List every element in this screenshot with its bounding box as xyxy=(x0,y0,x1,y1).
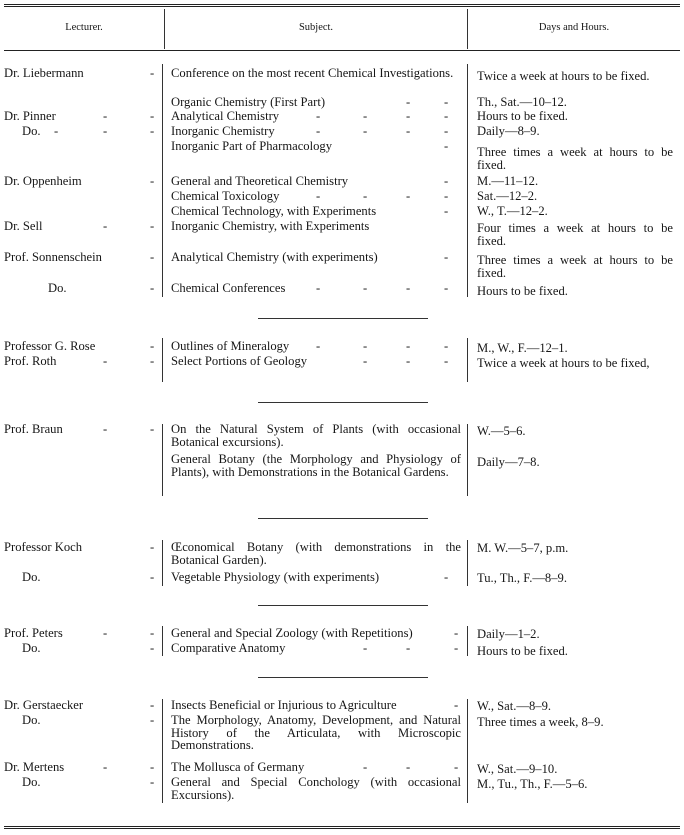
subject-cell: Œconomical Botany (with demonstrations in the Botanical Garden). xyxy=(171,540,461,567)
days-cell: Twice a week at hours to be fixed. xyxy=(477,69,650,83)
group5-bar-b xyxy=(467,626,468,656)
dash-leader: - xyxy=(444,189,449,203)
dash-leader: - xyxy=(316,281,321,295)
lecturer-cell: Dr. Gerstaecker xyxy=(4,698,84,712)
subject-cell: Inorganic Chemistry, with Experiments xyxy=(171,219,370,233)
dash-leader: - xyxy=(406,339,411,353)
dash-leader: - xyxy=(150,339,155,353)
dash-leader: - xyxy=(444,250,449,264)
days-cell: Four times a week at hours to be fixed. xyxy=(477,221,673,248)
lecturer-cell: Do. xyxy=(22,641,41,655)
lecturer-cell: Professor G. Rose xyxy=(4,339,96,353)
group3-bar-a xyxy=(162,424,163,496)
subject-cell: Inorganic Chemistry xyxy=(171,124,275,138)
lecturer-cell: Prof. Peters xyxy=(4,626,63,640)
subject-cell: Insects Beneficial or Injurious to Agriculture xyxy=(171,698,397,712)
subject-cell: Inorganic Part of Pharmacology xyxy=(171,139,332,153)
lecturer-cell: Do. xyxy=(22,775,41,789)
dash-leader: - xyxy=(444,570,449,584)
group-separator xyxy=(258,318,428,319)
group2-bar-a xyxy=(162,338,163,382)
dash-leader: - xyxy=(316,339,321,353)
subject-cell: Conference on the most recent Chemical Investigations. xyxy=(171,66,454,80)
dash-leader: - xyxy=(103,219,108,233)
days-cell: W., Sat.—9–10. xyxy=(477,762,558,776)
dash-leader: - xyxy=(150,540,155,554)
dash-leader: - xyxy=(150,66,155,80)
days-cell: Hours to be fixed. xyxy=(477,644,568,658)
lecturer-cell: Dr. Liebermann xyxy=(4,66,84,80)
dash-leader: - xyxy=(316,189,321,203)
dash-leader: - xyxy=(454,641,459,655)
dash-leader: - xyxy=(363,124,368,138)
group-separator xyxy=(258,605,428,606)
group-separator xyxy=(258,402,428,403)
top-rule xyxy=(4,4,680,7)
lecturer-cell: Do. xyxy=(22,570,41,584)
dash-leader: - xyxy=(444,139,449,153)
group4-bar-a xyxy=(162,540,163,586)
dash-leader: - xyxy=(103,124,108,138)
dash-leader: - xyxy=(444,281,449,295)
days-cell: Daily—8–9. xyxy=(477,124,540,138)
days-cell: Tu., Th., F.—8–9. xyxy=(477,571,567,585)
subject-cell: Chemical Technology, with Experiments xyxy=(171,204,377,218)
days-cell: Three times a week at hours to be fixed. xyxy=(477,145,673,172)
dash-leader: - xyxy=(150,354,155,368)
subject-cell: Organic Chemistry (First Part) xyxy=(171,95,326,109)
dash-leader: - xyxy=(444,124,449,138)
group3-bar-b xyxy=(467,424,468,496)
dash-leader: - xyxy=(150,124,155,138)
dash-leader: - xyxy=(406,124,411,138)
dash-leader: - xyxy=(444,109,449,123)
days-cell: W.—5–6. xyxy=(477,424,526,438)
dash-leader: - xyxy=(363,189,368,203)
dash-leader: - xyxy=(103,626,108,640)
group5-bar-a xyxy=(162,626,163,656)
dash-leader: - xyxy=(150,422,155,436)
lecturer-cell: Professor Koch xyxy=(4,540,82,554)
dash-leader: - xyxy=(54,124,59,138)
dash-leader: - xyxy=(103,422,108,436)
days-cell: M., W., F.—12–1. xyxy=(477,341,568,355)
dash-leader: - xyxy=(316,124,321,138)
dash-leader: - xyxy=(103,109,108,123)
dash-leader: - xyxy=(444,339,449,353)
dash-leader: - xyxy=(406,281,411,295)
group6-bar-a xyxy=(162,699,163,803)
days-cell: M.—11–12. xyxy=(477,174,539,188)
dash-leader: - xyxy=(150,109,155,123)
dash-leader: - xyxy=(150,250,155,264)
days-cell: Sat.—12–2. xyxy=(477,189,538,203)
bottom-rule xyxy=(4,826,680,829)
days-cell: W., Sat.—8–9. xyxy=(477,699,552,713)
header-lecturer: Lecturer. xyxy=(65,22,103,33)
dash-leader: - xyxy=(454,698,459,712)
dash-leader: - xyxy=(454,760,459,774)
dash-leader: - xyxy=(103,354,108,368)
days-cell: Hours to be fixed. xyxy=(477,109,568,123)
dash-leader: - xyxy=(150,775,155,789)
header-subject: Subject. xyxy=(298,22,334,33)
dash-leader: - xyxy=(150,626,155,640)
lecturer-cell: Dr. Pinner xyxy=(4,109,56,123)
dash-leader: - xyxy=(150,281,155,295)
header-bottom-rule xyxy=(4,50,680,51)
lecturer-cell: Dr. Oppenheim xyxy=(4,174,82,188)
dash-leader: - xyxy=(444,204,449,218)
subject-cell: Chemical Toxicology xyxy=(171,189,280,203)
days-cell: Daily—7–8. xyxy=(477,455,540,469)
days-cell: M. W.—5–7, p.m. xyxy=(477,541,569,555)
dash-leader: - xyxy=(406,354,411,368)
dash-leader: - xyxy=(363,281,368,295)
dash-leader: - xyxy=(406,760,411,774)
dash-leader: - xyxy=(363,641,368,655)
subject-cell: General and Theoretical Chemistry xyxy=(171,174,349,188)
subject-cell: General and Special Conchology (with occasional Excursions). xyxy=(171,775,461,802)
dash-leader: - xyxy=(406,641,411,655)
dash-leader: - xyxy=(150,219,155,233)
group2-bar-b xyxy=(467,338,468,382)
lecturer-cell: Dr. Mertens xyxy=(4,760,65,774)
dash-leader: - xyxy=(150,641,155,655)
subject-cell: Comparative Anatomy xyxy=(171,641,286,655)
days-cell: W., T.—12–2. xyxy=(477,204,548,218)
days-cell: Daily—1–2. xyxy=(477,627,540,641)
subject-cell: The Morphology, Anatomy, Development, and Natural History of the Articulata, with Microscopic Demonstrations. xyxy=(171,713,461,753)
dash-leader: - xyxy=(363,354,368,368)
subject-cell: Analytical Chemistry (with experiments) xyxy=(171,250,378,264)
dash-leader: - xyxy=(363,109,368,123)
subject-cell: Chemical Conferences xyxy=(171,281,286,295)
subject-cell: On the Natural System of Plants (with occasional Botanical excursions). xyxy=(171,422,461,449)
lecturer-cell: Do. xyxy=(22,713,41,727)
days-cell: Three times a week at hours to be fixed. xyxy=(477,253,673,280)
subject-cell: Select Portions of Geology xyxy=(171,354,308,368)
subject-cell: General Botany (the Morphology and Physiology of Plants), with Demonstrations in the Botanical Gardens. xyxy=(171,452,461,479)
dash-leader: - xyxy=(363,760,368,774)
days-cell: M., Tu., Th., F.—5–6. xyxy=(477,777,588,791)
group-separator xyxy=(258,518,428,519)
dash-leader: - xyxy=(444,174,449,188)
dash-leader: - xyxy=(444,95,449,109)
dash-leader: - xyxy=(406,189,411,203)
dash-leader: - xyxy=(406,95,411,109)
dash-leader: - xyxy=(406,109,411,123)
group1-bar-a xyxy=(162,64,163,297)
dash-leader: - xyxy=(103,760,108,774)
lecturer-cell: Prof. Braun xyxy=(4,422,63,436)
days-cell: Three times a week, 8–9. xyxy=(477,715,604,729)
subject-cell: General and Special Zoology (with Repetitions) xyxy=(171,626,413,640)
dash-leader: - xyxy=(363,339,368,353)
days-cell: Th., Sat.—10–12. xyxy=(477,95,567,109)
dash-leader: - xyxy=(150,713,155,727)
dash-leader: - xyxy=(150,174,155,188)
dash-leader: - xyxy=(454,626,459,640)
subject-cell: Analytical Chemistry xyxy=(171,109,280,123)
group-separator xyxy=(258,677,428,678)
dash-leader: - xyxy=(150,570,155,584)
dash-leader: - xyxy=(150,698,155,712)
group6-bar-b xyxy=(467,699,468,803)
dash-leader: - xyxy=(150,760,155,774)
subject-cell: Outlines of Mineralogy xyxy=(171,339,290,353)
lecturer-cell: Do. xyxy=(48,281,67,295)
dash-leader: - xyxy=(444,354,449,368)
lecturer-cell: Do. xyxy=(22,124,41,138)
days-cell: Hours to be fixed. xyxy=(477,284,568,298)
lecturer-cell: Prof. Sonnenschein xyxy=(4,250,102,264)
lecturer-cell: Prof. Roth xyxy=(4,354,57,368)
group1-bar-b xyxy=(467,64,468,297)
subject-cell: The Mollusca of Germany xyxy=(171,760,305,774)
subject-cell: Vegetable Physiology (with experiments) xyxy=(171,570,380,584)
header-days: Days and Hours. xyxy=(538,22,610,33)
days-cell: Twice a week at hours to be fixed, xyxy=(477,356,650,370)
dash-leader: - xyxy=(316,109,321,123)
lecturer-cell: Dr. Sell xyxy=(4,219,43,233)
group4-bar-b xyxy=(467,540,468,586)
